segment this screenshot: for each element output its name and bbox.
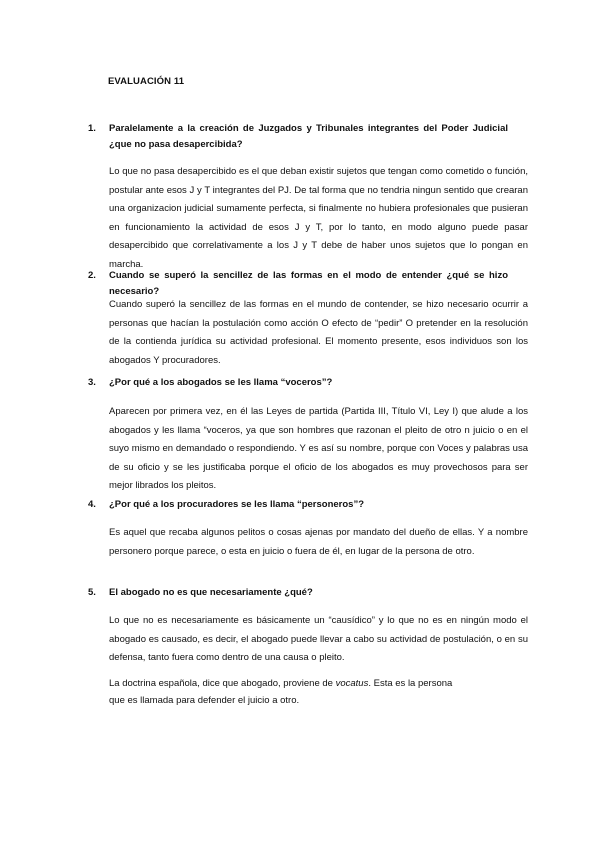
answer-1: Lo que no pasa desapercibido es el que deban existir sujetos que tengan como cometido o función, postular ante esos J y T integrantes del PJ. De tal forma que no tendria ningun sentido que crearan una organizacion judicial sumamente perfecta, si finalmente no hubiera profesionales que pusieran en funcionamiento la actividad de esos J y T, por lo tanto, en modo alguno puede pasar desapercibido que correlativamente a los J y T debe de haber unos sujetos que lo pongan en marcha. xyxy=(109,166,528,270)
question-text: Paralelamente a la creación de Juzgados y Tribunales integrantes del Poder Judicial ¿que no pasa desapercibida? xyxy=(109,123,508,150)
question-text: El abogado no es que necesariamente ¿qué? xyxy=(109,587,313,598)
question-5 xyxy=(88,585,508,601)
question-text: ¿Por qué a los procuradores se les llama “personeros”? xyxy=(109,499,365,510)
question-4 xyxy=(88,497,508,513)
extra-text-line2: que es llamada para defender el juicio a otro. xyxy=(109,695,300,706)
answer-5: Lo que no es necesariamente es básicamente un “causídico” y lo que no es en ningún modo el abogado es causado, es decir, el abogado puede llevar a cabo su actividad de postulación, o en su defensa, tanto fuera como dentro de una causa o pleito. xyxy=(109,615,528,664)
extra-text-end: . Esta es la persona xyxy=(368,678,453,689)
answer-5-extra xyxy=(109,675,469,709)
answer-4: Es aquel que recaba algunos pelitos o cosas ajenas por mandato del dueño de ellas. Y a nombre personero porque parece, o esta en juicio o fuera de él, en lugar de la persona de otro. xyxy=(109,527,528,557)
question-3 xyxy=(88,375,508,391)
question-number: 3. xyxy=(88,377,96,388)
question-number: 4. xyxy=(88,499,96,510)
extra-text: La doctrina española, dice que abogado, proviene de xyxy=(109,678,336,689)
question-2 xyxy=(88,268,508,299)
document-title: EVALUACIÓN 11 xyxy=(108,76,185,87)
question-text: Cuando se superó la sencillez de las formas en el modo de entender ¿qué se hizo necesario? xyxy=(109,270,508,297)
answer-2: Cuando superó la sencillez de las formas en el mundo de contender, se hizo necesario ocurrir a personas que hacían la postulación como acción O efecto de “pedir” O pretender en la resolución de la contienda jurídica su actividad profesional. El momento presente, esos individuos son los abogados Y procuradores. xyxy=(109,299,528,366)
question-number: 1. xyxy=(88,123,96,134)
question-number: 5. xyxy=(88,587,96,598)
answer-3: Aparecen por primera vez, en él las Leyes de partida (Partida III, Título VI, Ley I) que alude a los abogados y les llama “voceros, ya que son hombres que razonan el pleito de otro n juicio o en el suyo mismo en demandado o respondiendo. Y es así su nombre, porque con Voces y palabras usa de su oficio y se les justificaba porque el oficio de los abogados es muy provechosos para ser mejor librados los pleitos. xyxy=(109,406,528,492)
question-1 xyxy=(88,121,508,152)
extra-italic: vocatus xyxy=(335,678,369,689)
question-text: ¿Por qué a los abogados se les llama “voceros”? xyxy=(109,377,333,388)
question-number: 2. xyxy=(88,270,96,281)
